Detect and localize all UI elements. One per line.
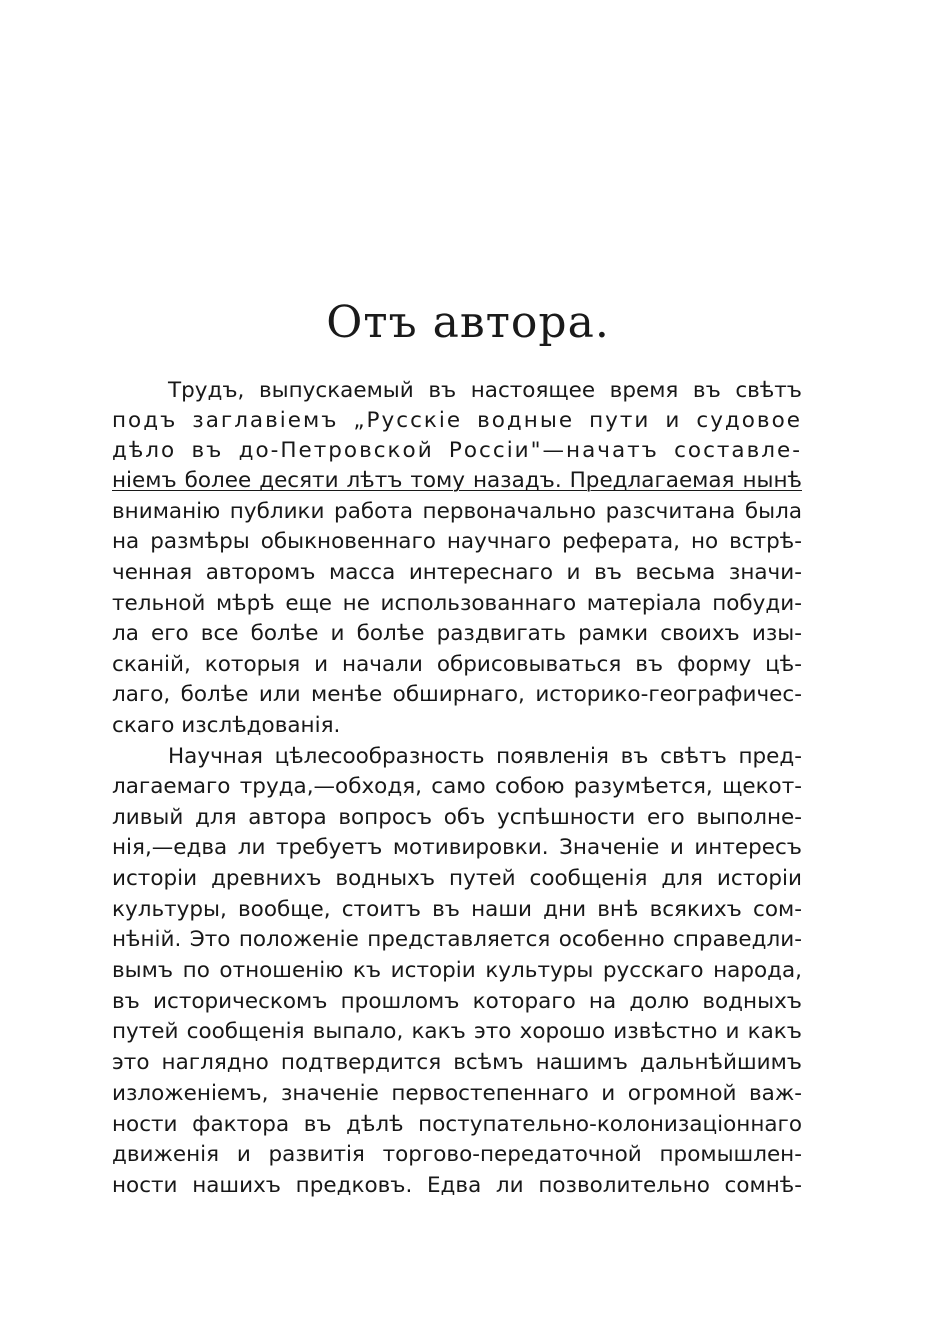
text-line: нія,—едва ли требуетъ мотивировки. Значеніе и интересъ: [112, 835, 802, 860]
text-line: вымъ по отношенію къ исторіи культуры русскаго народа,: [112, 958, 802, 983]
page-title: Отъ автора.: [326, 297, 610, 348]
text-line: вниманію публики работа первоначально разсчитана была: [112, 499, 802, 524]
text-line: путей сообщенія выпало, какъ это хорошо извѣстно и какъ: [112, 1019, 802, 1044]
text-line: исторіи древнихъ водныхъ путей сообщенія для исторіи: [112, 866, 802, 891]
text-line: въ историческомъ прошломъ котораго на долю водныхъ: [112, 989, 802, 1014]
text-line: ности нашихъ предковъ. Едва ли позволительно сомнѣ-: [112, 1173, 802, 1198]
text-line: ности фактора въ дѣлѣ поступательно-колонизаціоннаго: [112, 1112, 802, 1137]
text-line: лагаемаго труда,—обходя, само собою разумѣется, щекот-: [112, 774, 802, 799]
text-line: Трудъ, выпускаемый въ настоящее время въ свѣтъ: [168, 378, 802, 403]
text-line: ла его все болѣе и болѣе раздвигать рамки своихъ изы-: [112, 621, 802, 646]
text-line: Научная цѣлесообразность появленія въ свѣтъ пред-: [168, 744, 802, 769]
text-line: на размѣры обыкновеннаго научнаго реферата, но встрѣ-: [112, 529, 802, 554]
text-line: это наглядно подтвердится всѣмъ нашимъ дальнѣйшимъ: [112, 1050, 802, 1075]
text-line: ченная авторомъ масса интереснаго и въ весьма значи-: [112, 560, 802, 585]
text-line: лаго, болѣе или менѣе обширнаго, историко-географичес-: [112, 682, 802, 707]
text-line: сканій, которыя и начали обрисовываться въ форму цѣ-: [112, 652, 802, 677]
text-line: дѣло въ до-Петровской Россіи"—начатъ составле-: [112, 438, 802, 463]
text-line: ливый для автора вопросъ объ успѣшности его выполне-: [112, 805, 802, 830]
text-line: нѣній. Это положеніе представляется особенно справедли-: [112, 927, 802, 952]
text-line: ніемъ более десяти лѣтъ тому назадъ. Предлагаемая нынѣ: [112, 468, 802, 493]
text-line: скаго изслѣдованія.: [112, 713, 341, 738]
text-line: изложеніемъ, значеніе первостепеннаго и огромной важ-: [112, 1081, 802, 1106]
text-line: подъ заглавіемъ „Русскіе водные пути и судовое: [112, 408, 802, 433]
text-line: движенія и развитія торгово-передаточной промышлен-: [112, 1142, 802, 1167]
text-line: тельной мѣрѣ еще не использованнаго матеріала побуди-: [112, 591, 802, 616]
text-line: культуры, вообще, стоитъ въ наши дни внѣ всякихъ сом-: [112, 897, 802, 922]
